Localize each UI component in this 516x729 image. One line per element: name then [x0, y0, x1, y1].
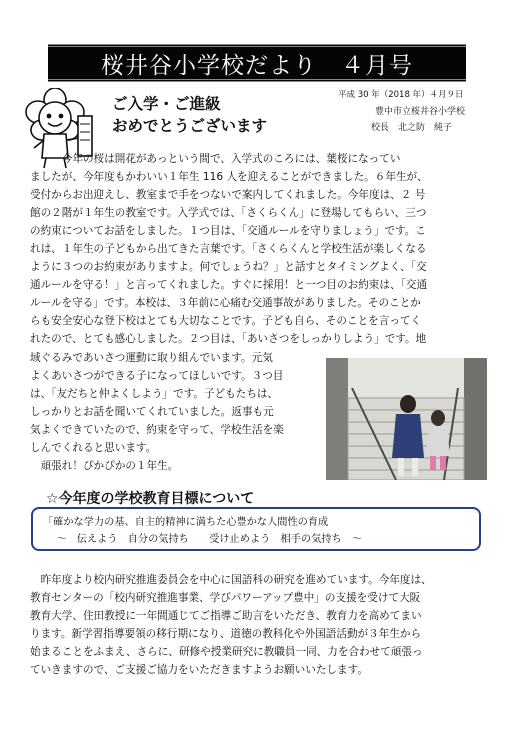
- text-line: ります。新学習指導要領の移行期になり、道徳の教科化や外国語活動が３年生から: [30, 628, 422, 641]
- text-line: の約束についてお話をしました。１つ目は、「交通ルールを守りましょう」です。こ: [30, 225, 426, 238]
- newsletter-title: 桜井谷小学校だより ４月号: [101, 52, 413, 79]
- headline-line-2: おめでとうございます: [112, 117, 268, 135]
- text-line: 域ぐるみであいさつ運動に取り組んでいます。元気: [30, 352, 273, 364]
- headline-line-1: ご入学・ご進級: [112, 95, 221, 113]
- continuation-paragraph: [30, 349, 322, 475]
- school-name: 豊中市立桜井谷小学校: [375, 107, 466, 117]
- text-line: ルールを守る」です。本校は、３年前に心痛む交通事故がありました。そのことか: [30, 297, 421, 310]
- staircase-children-photo: [326, 358, 487, 480]
- research-paragraph: [30, 571, 488, 679]
- goal-line-2: ～ 伝えよう 自分の気持ち 受け止めよう 相手の気持ち ～: [43, 534, 363, 545]
- text-line: 教育大学、住田教授に一年間通じてご指導ご助言をいただき、教育力を高めてまい: [30, 610, 422, 623]
- section-heading: ☆今年度の学校教育目標について: [46, 491, 255, 507]
- text-line: 頑張れ！ぴかぴかの１年生。: [30, 460, 179, 473]
- text-line: 教育センターの「校内研究推進事業、学びパワーアップ豊中」の支援を受けて大阪: [30, 592, 421, 605]
- text-line: らも安全安心な登下校はとても大切なことです。子ども自ら、そのことを言ってく: [30, 315, 422, 328]
- text-line: れたので、とても感心しました。２つ目は、「あいさつをしっかりしよう」です。地: [30, 333, 427, 346]
- school-goal-box: [31, 507, 481, 551]
- text-line: 始まることをふまえ、さらに、研修や授業研究に教職員一同、力を合わせて頑張っ: [30, 646, 423, 659]
- text-line: 受付からお出迎えし、教室まで手をつないで案内してくれました。今年度は、２ 号: [30, 189, 426, 202]
- text-line: 館の２階が１年生の教室です。入学式では、「さくらくん」に登場してもらい、三つ: [30, 207, 427, 220]
- text-line: よくあいさつができる子になってほしいです。３つ目: [30, 370, 284, 383]
- text-line: ように３つのお約束がありますよ。何でしょうね？」と話すとタイミングよく、「交: [30, 261, 427, 274]
- text-line: 昨年度より校内研究推進委員会を中心に国語科の研究を進めています。今年度は、: [30, 574, 432, 586]
- text-line: しっかりとお話を聞いてくれていました。返事も元: [30, 406, 274, 419]
- masthead: [48, 44, 466, 82]
- text-line: ましたが、今年度もかわいい１年生 116 人を迎えることができました。６年生が、: [30, 171, 428, 184]
- text-line: 気よくできていたので、約束を守って、学校生活を楽: [30, 424, 284, 437]
- issue-date: 平成 30 年（2018 年）４月９日: [338, 90, 464, 100]
- principal-name: 校長 北之防 純子: [371, 123, 453, 133]
- headline: [112, 93, 267, 137]
- text-line: 通ルールを守る！」と言ってくれました。すぐに採用！と一つ目のお約束は、「交通: [30, 279, 428, 292]
- text-line: れは、１年生の子どもから出てきた言葉です。「さくらくんと学校生活が楽しくなる: [30, 243, 427, 256]
- text-line: ていきますので、ご支援ご協力をいただきますようお願いいたします。: [30, 664, 368, 677]
- goal-line-1: 「確かな学力の基、自主的精神に満ちた心豊かな人間性の育成: [43, 517, 329, 528]
- intro-paragraph: [30, 150, 488, 349]
- text-line: しんでくれると思います。: [30, 442, 157, 455]
- text-line: は、「友だちと仲よくしよう」です。子どもたちは、: [30, 388, 279, 401]
- text-line: 今年の桜は開花があっという間で、入学式のころには、葉桜になってい: [30, 153, 401, 165]
